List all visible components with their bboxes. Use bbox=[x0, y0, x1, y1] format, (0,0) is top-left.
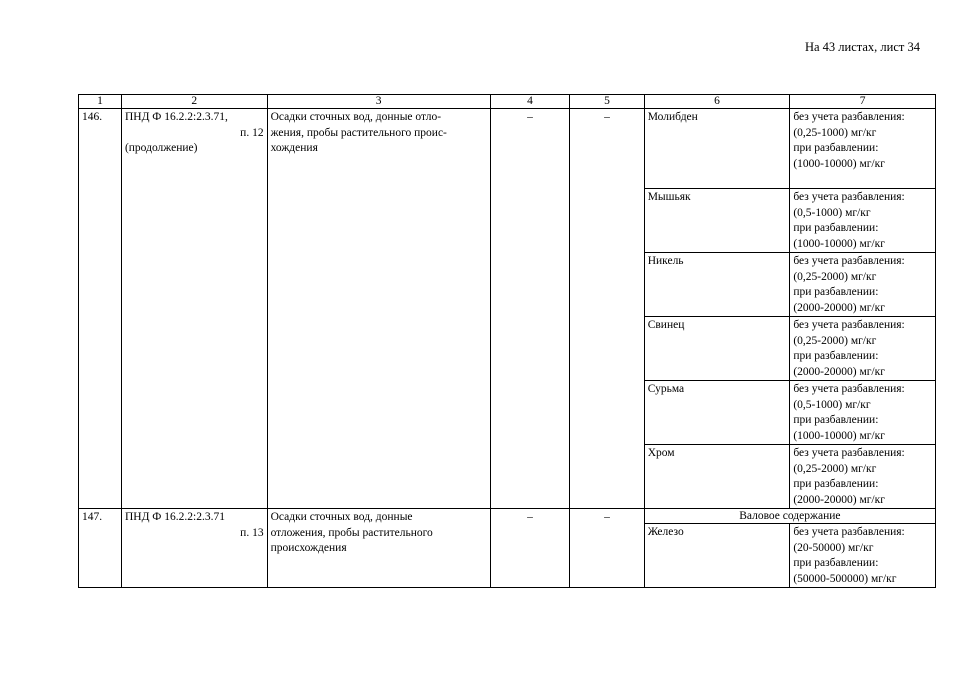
range-line: при разбавлении: bbox=[793, 142, 879, 154]
element-name: Никель bbox=[644, 253, 790, 317]
element-name: Железо bbox=[644, 524, 790, 588]
column-header: 1 bbox=[79, 95, 122, 109]
range-line: при разбавлении: bbox=[793, 478, 879, 490]
element-name: Хром bbox=[644, 445, 790, 509]
col5-cell: – bbox=[570, 509, 644, 588]
range-cell bbox=[790, 445, 936, 509]
method-cell bbox=[121, 109, 267, 509]
column-header: 6 bbox=[644, 95, 790, 109]
range-line: при разбавлении: bbox=[793, 557, 879, 569]
range-cell bbox=[790, 253, 936, 317]
range-line: (0,25-2000) мг/кг bbox=[793, 462, 877, 475]
range-line: (0,25-1000) мг/кг bbox=[793, 126, 877, 139]
range-cell bbox=[790, 109, 936, 189]
element-name: Сурьма bbox=[644, 381, 790, 445]
column-number-row bbox=[79, 95, 936, 109]
object-line: отложения, пробы растительного bbox=[270, 526, 433, 539]
col4-cell: – bbox=[490, 509, 570, 588]
table-row bbox=[79, 509, 936, 524]
range-line: (2000-20000) мг/кг bbox=[793, 365, 885, 378]
object-cell bbox=[267, 509, 490, 588]
range-line: без учета разбавления: bbox=[793, 255, 905, 267]
object-line: происхождения bbox=[270, 542, 347, 554]
range-line: при разбавлении: bbox=[793, 414, 879, 426]
element-name: Свинец bbox=[644, 317, 790, 381]
range-cell bbox=[790, 317, 936, 381]
col4-cell: – bbox=[490, 109, 570, 509]
column-header: 4 bbox=[490, 95, 570, 109]
range-line: без учета разбавления: bbox=[793, 319, 905, 331]
range-cell bbox=[790, 381, 936, 445]
method-code: ПНД Ф 16.2.2:2.3.71 bbox=[124, 511, 225, 523]
range-line: при разбавлении: bbox=[793, 222, 879, 234]
range-line: (50000-500000) мг/кг bbox=[793, 572, 897, 585]
range-line: без учета разбавления: bbox=[793, 526, 905, 538]
object-line: Осадки сточных вод, донные bbox=[270, 511, 413, 523]
object-line: Осадки сточных вод, донные отло- bbox=[270, 111, 442, 123]
range-cell bbox=[790, 524, 936, 588]
element-name: Мышьяк bbox=[644, 189, 790, 253]
range-line: (20-50000) мг/кг bbox=[793, 541, 874, 554]
range-line: при разбавлении: bbox=[793, 350, 879, 362]
table-row bbox=[79, 109, 936, 189]
column-header: 7 bbox=[790, 95, 936, 109]
range-line: при разбавлении: bbox=[793, 286, 879, 298]
range-line: без учета разбавления: bbox=[793, 191, 905, 203]
object-cell bbox=[267, 109, 490, 509]
row-number: 147. bbox=[79, 509, 122, 588]
analysis-methods-table bbox=[78, 94, 936, 588]
column-header: 5 bbox=[570, 95, 644, 109]
range-line: без учета разбавления: bbox=[793, 383, 905, 395]
continuation-note: (продолжение) bbox=[124, 142, 198, 154]
range-line: (2000-20000) мг/кг bbox=[793, 301, 885, 314]
range-line: (1000-10000) мг/кг bbox=[793, 157, 885, 170]
object-line: жения, пробы растительного проис- bbox=[270, 126, 447, 139]
range-cell bbox=[790, 189, 936, 253]
range-line: без учета разбавления: bbox=[793, 111, 905, 123]
method-clause: п. 13 bbox=[240, 526, 264, 539]
range-line: (1000-10000) мг/кг bbox=[793, 237, 885, 250]
row-number: 146. bbox=[79, 109, 122, 509]
range-line: (1000-10000) мг/кг bbox=[793, 429, 885, 442]
col5-cell: – bbox=[570, 109, 644, 509]
column-header: 3 bbox=[267, 95, 490, 109]
page-header: На 43 листах, лист 34 bbox=[804, 40, 920, 54]
range-line: (0,25-2000) мг/кг bbox=[793, 270, 877, 283]
method-clause: п. 12 bbox=[240, 126, 264, 139]
method-code: ПНД Ф 16.2.2:2.3.71, bbox=[124, 111, 228, 123]
range-line: (0,25-2000) мг/кг bbox=[793, 334, 877, 347]
range-line: (2000-20000) мг/кг bbox=[793, 493, 885, 506]
range-line: (0,5-1000) мг/кг bbox=[793, 206, 871, 219]
element-name: Молибден bbox=[644, 109, 790, 189]
object-line: хождения bbox=[270, 142, 318, 154]
gross-content-subheader: Валовое содержание bbox=[644, 509, 935, 524]
range-line: (0,5-1000) мг/кг bbox=[793, 398, 871, 411]
column-header: 2 bbox=[121, 95, 267, 109]
method-cell bbox=[121, 509, 267, 588]
range-line: без учета разбавления: bbox=[793, 447, 905, 459]
